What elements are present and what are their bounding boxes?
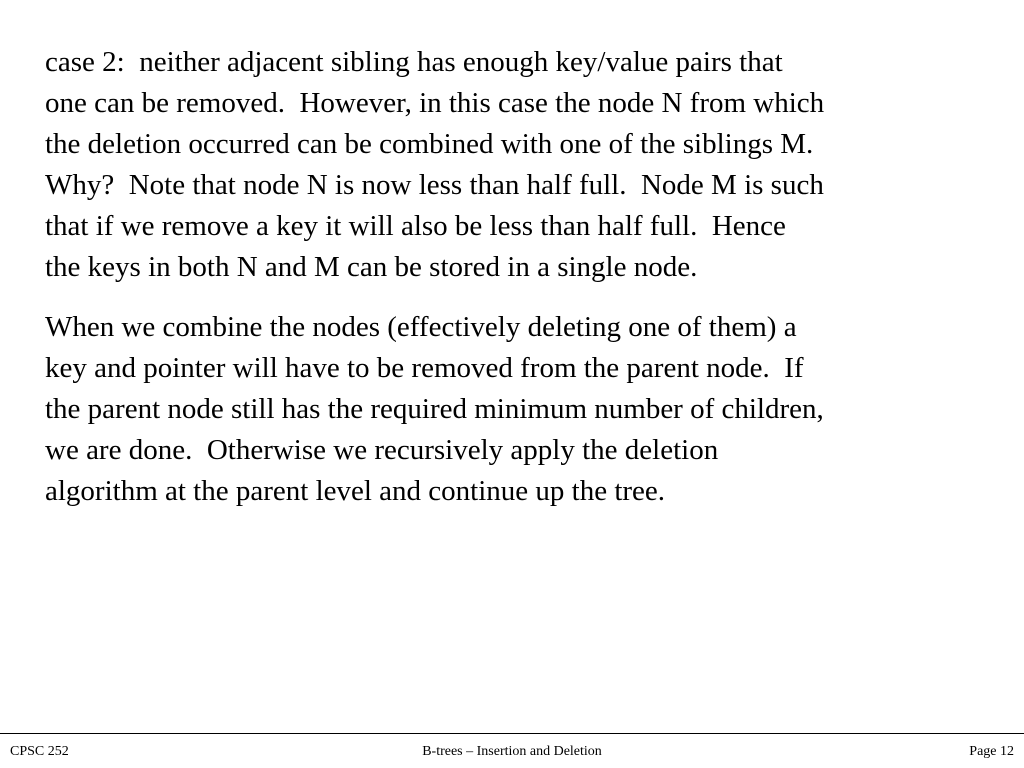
paragraph-case-2: [45, 42, 985, 288]
text-line: algorithm at the parent level and continue up the tree.: [45, 475, 666, 507]
text-line: the keys in both N and M can be stored in a single node.: [45, 251, 698, 283]
paragraph-combine-nodes: [45, 307, 985, 512]
text-line: key and pointer will have to be removed from the parent node. If: [45, 352, 804, 384]
text-line: the parent node still has the required minimum number of children,: [45, 393, 824, 425]
text-line: we are done. Otherwise we recursively apply the deletion: [45, 434, 719, 466]
text-line: Why? Note that node N is now less than half full. Node M is such: [45, 169, 824, 201]
footer-page-number: Page 12: [969, 744, 1014, 759]
footer-divider: [0, 733, 1024, 734]
text-line: When we combine the nodes (effectively deleting one of them) a: [45, 311, 797, 343]
text-line: that if we remove a key it will also be less than half full. Hence: [45, 210, 786, 242]
footer-title: B-trees – Insertion and Deletion: [422, 744, 602, 759]
text-line: case 2: neither adjacent sibling has enough key/value pairs that: [45, 46, 783, 78]
footer-course: CPSC 252: [10, 744, 69, 759]
slide-footer: [0, 742, 1024, 762]
text-line: one can be removed. However, in this case the node N from which: [45, 87, 825, 119]
slide-body: [45, 42, 985, 512]
text-line: the deletion occurred can be combined with one of the siblings M.: [45, 128, 814, 160]
